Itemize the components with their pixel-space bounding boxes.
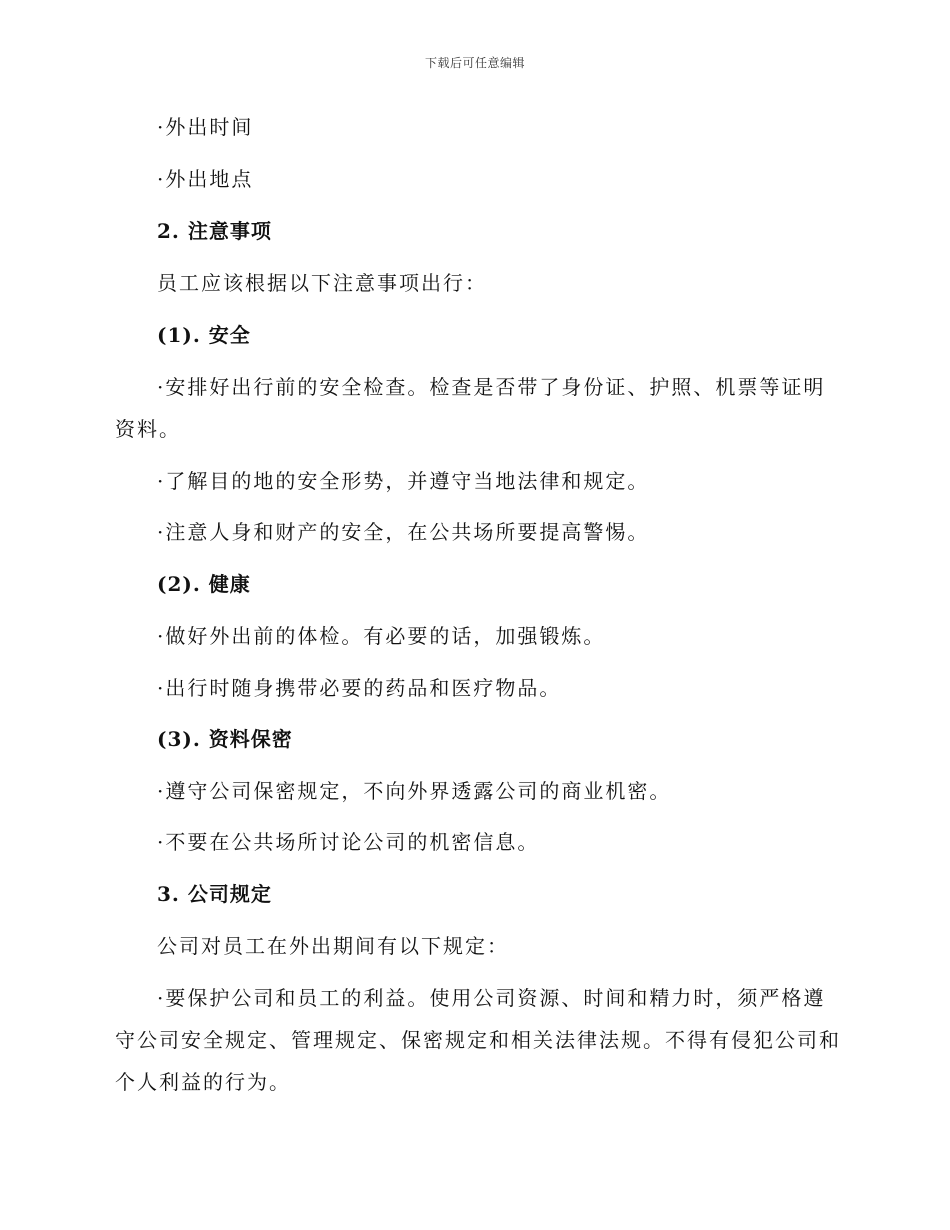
bullet-protect-interests: ·要保护公司和员工的利益。使用公司资源、时间和精力时，须严格遵 bbox=[157, 986, 826, 1010]
bullet-destination-safety: ·了解目的地的安全形势，并遵守当地法律和规定。 bbox=[157, 469, 650, 493]
section-heading-notes: 2. 注意事项 bbox=[157, 219, 272, 243]
paragraph-company-rules-intro: 公司对员工在外出期间有以下规定： bbox=[157, 934, 509, 958]
bullet-medicine: ·出行时随身携带必要的药品和医疗物品。 bbox=[157, 676, 562, 700]
bullet-no-public-discussion: ·不要在公共场所讨论公司的机密信息。 bbox=[157, 830, 540, 854]
bullet-outing-time: ·外出时间 bbox=[157, 115, 254, 139]
bullet-protect-interests-cont-1: 守公司安全规定、管理规定、保密规定和相关法律法规。不得有侵犯公司和 bbox=[115, 1028, 841, 1052]
bullet-personal-property: ·注意人身和财产的安全，在公共场所要提高警惕。 bbox=[157, 520, 650, 544]
bullet-safety-check-cont: 资料。 bbox=[115, 417, 181, 441]
bullet-outing-location: ·外出地点 bbox=[157, 167, 254, 191]
section-heading-company-rules: 3. 公司规定 bbox=[157, 882, 272, 906]
paragraph-notes-intro: 员工应该根据以下注意事项出行： bbox=[157, 271, 487, 295]
subheading-health: (2). 健康 bbox=[157, 572, 251, 596]
subheading-confidentiality: (3). 资料保密 bbox=[157, 727, 293, 751]
page-header: 下载后可任意编辑 bbox=[424, 56, 525, 70]
bullet-protect-interests-cont-2: 个人利益的行为。 bbox=[115, 1070, 291, 1094]
bullet-confidentiality-rules: ·遵守公司保密规定，不向外界透露公司的商业机密。 bbox=[157, 779, 672, 803]
bullet-safety-check: ·安排好出行前的安全检查。检查是否带了身份证、护照、机票等证明 bbox=[157, 375, 826, 399]
subheading-safety: (1). 安全 bbox=[157, 323, 251, 347]
bullet-health-check: ·做好外出前的体检。有必要的话，加强锻炼。 bbox=[157, 624, 606, 648]
